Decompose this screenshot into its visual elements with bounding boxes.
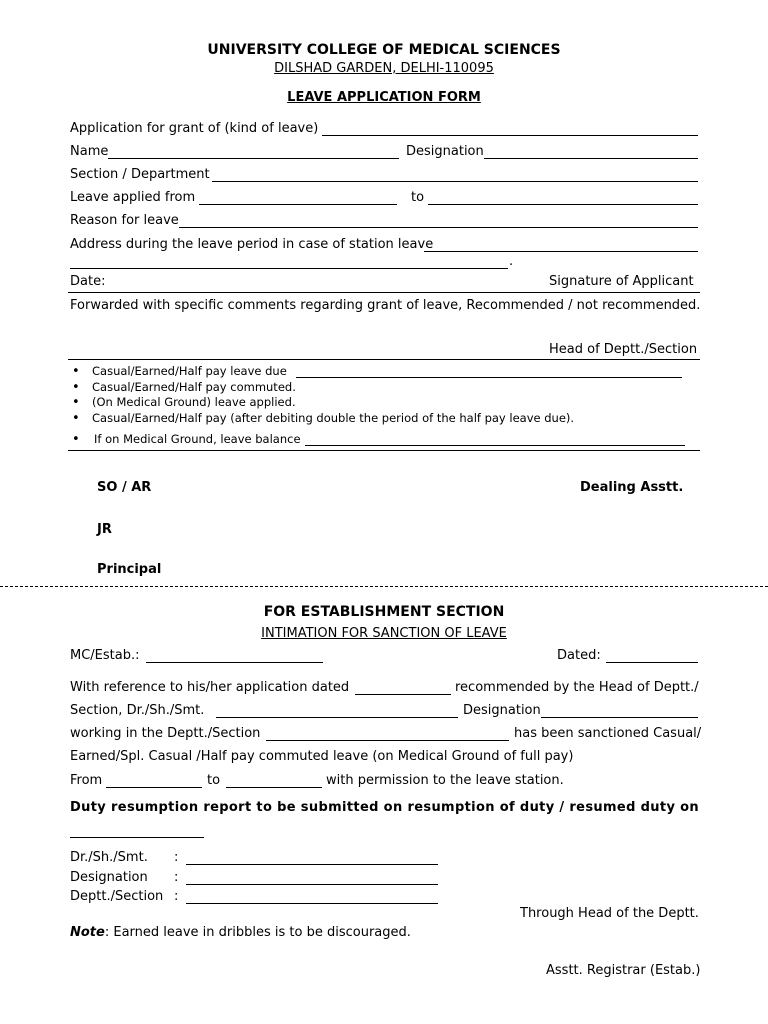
forwarded-text: Forwarded with specific comments regarding grant of leave, Recommended / not recommended. <box>70 298 701 313</box>
application-date-field[interactable] <box>355 680 451 695</box>
desig-field[interactable] <box>186 870 438 885</box>
from-label: From <box>70 773 103 788</box>
leave-to-label: to <box>411 190 425 205</box>
leave-balance-field[interactable] <box>305 433 685 446</box>
leave-due-label: Casual/Earned/Half pay leave due <box>92 364 287 378</box>
colon: : <box>174 889 179 904</box>
leave-from-field[interactable] <box>199 190 397 205</box>
recommended-text: recommended by the Head of Deptt./ <box>455 680 699 695</box>
signature-label: Signature of Applicant <box>549 274 694 289</box>
duty-resumption-text: Duty resumption report to be submitted on resumption of duty / resumed duty on <box>70 800 700 815</box>
dr-field[interactable] <box>186 850 438 865</box>
jr-label: JR <box>97 522 112 537</box>
institution-address: DILSHAD GARDEN, DELHI-110095 <box>274 61 494 76</box>
leave-type-text: Earned/Spl. Casual /Half pay commuted leave (on Medical Ground of full pay) <box>70 749 574 764</box>
section-label: Section / Department <box>70 167 210 182</box>
working-text: working in the Deptt./Section <box>70 726 261 741</box>
address-end-dot: . <box>509 254 514 269</box>
section-dr-text: Section, Dr./Sh./Smt. <box>70 703 205 718</box>
bullet: • <box>72 432 80 447</box>
designation-text: Designation <box>463 703 541 718</box>
list-item: • (On Medical Ground) leave applied. <box>70 395 700 411</box>
list-item: • Casual/Earned/Half pay commuted. <box>70 380 700 396</box>
name-field[interactable] <box>108 144 399 159</box>
address-field[interactable] <box>424 237 698 252</box>
list-item: • Casual/Earned/Half pay (after debiting double the period of the half pay leave due). <box>70 411 700 427</box>
principal-label: Principal <box>97 562 162 577</box>
establishment-subtitle: INTIMATION FOR SANCTION OF LEAVE <box>261 626 507 641</box>
ref-text: With reference to his/her application dated <box>70 680 350 695</box>
registrar-label: Asstt. Registrar (Estab.) <box>546 963 701 978</box>
deptt-field[interactable] <box>186 889 438 904</box>
list-item <box>70 432 301 447</box>
head-of-deptt-label: Head of Deptt./Section <box>549 342 698 357</box>
deptt-label: Deptt./Section <box>70 889 164 904</box>
section-field[interactable] <box>212 167 698 182</box>
form-title: LEAVE APPLICATION FORM <box>287 90 481 105</box>
permission-text: with permission to the leave station. <box>326 773 564 788</box>
designation-field[interactable] <box>484 144 698 159</box>
name-label: Name <box>70 144 109 159</box>
reason-field[interactable] <box>179 213 698 228</box>
colon: : <box>174 870 179 885</box>
leave-balance-label: If on Medical Ground, leave balance <box>94 432 301 446</box>
divider <box>68 292 700 293</box>
address-field-line-2[interactable] <box>70 254 508 269</box>
desig-label: Designation <box>70 870 148 885</box>
kind-of-leave-label: Application for grant of (kind of leave) <box>70 121 319 136</box>
through-head-text: Through Head of the Deptt. <box>520 906 699 921</box>
address-label: Address during the leave period in case of station leave <box>70 237 434 252</box>
divider <box>68 359 700 360</box>
dealing-asstt-label: Dealing Asstt. <box>580 480 684 495</box>
colon: : <box>174 850 179 865</box>
employee-name-field[interactable] <box>216 703 458 718</box>
kind-of-leave-field[interactable] <box>322 121 698 136</box>
note <box>70 925 411 940</box>
sanction-from-field[interactable] <box>106 773 202 788</box>
divider <box>68 450 700 451</box>
resumed-duty-date-field[interactable] <box>70 823 204 838</box>
date-label: Date: <box>70 274 106 289</box>
sanctioned-text: has been sanctioned Casual/ <box>514 726 702 741</box>
employee-designation-field[interactable] <box>541 703 698 718</box>
mc-estab-label: MC/Estab.: <box>70 648 140 663</box>
note-text: : Earned leave in dribbles is to be discouraged. <box>104 925 411 940</box>
note-label: Note <box>70 925 105 940</box>
reason-label: Reason for leave <box>70 213 179 228</box>
cut-line <box>0 586 768 587</box>
institution-name: UNIVERSITY COLLEGE OF MEDICAL SCIENCES <box>207 42 561 58</box>
leave-to-field[interactable] <box>428 190 698 205</box>
dr-label: Dr./Sh./Smt. <box>70 850 148 865</box>
leave-due-field[interactable] <box>296 365 682 378</box>
establishment-title: FOR ESTABLISHMENT SECTION <box>263 604 505 620</box>
so-ar-label: SO / AR <box>97 480 152 495</box>
deptt-section-field[interactable] <box>266 726 509 741</box>
designation-label: Designation <box>406 144 484 159</box>
dated-field[interactable] <box>606 648 698 663</box>
mc-estab-field[interactable] <box>146 648 323 663</box>
sanction-to-field[interactable] <box>226 773 322 788</box>
dated-label: Dated: <box>557 648 601 663</box>
to-label: to <box>207 773 221 788</box>
leave-from-label: Leave applied from <box>70 190 196 205</box>
